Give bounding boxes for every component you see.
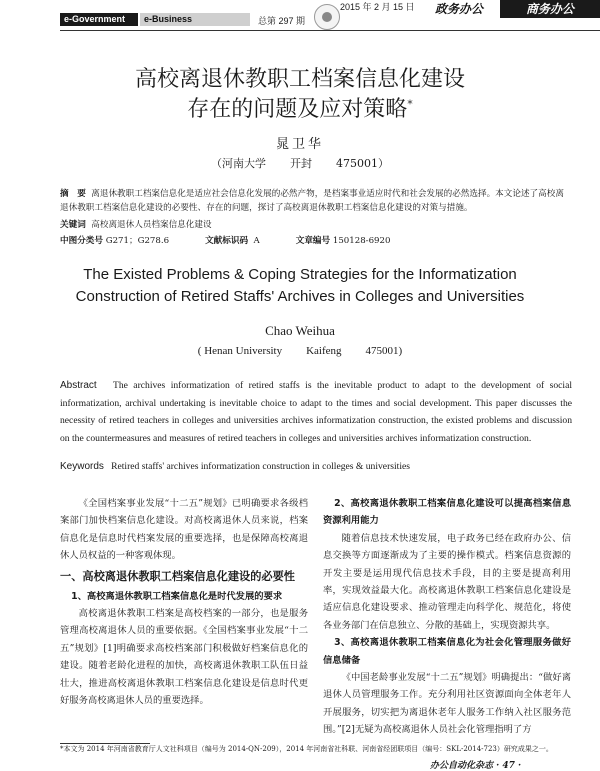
- classification-label: 中图分类号: [60, 236, 103, 246]
- english-title-line-2: Construction of Retired Staffs' Archives in Colleges and Universities: [75, 288, 525, 305]
- author-name-en: Chao Weihua: [265, 323, 335, 338]
- subsection-heading-3: 3、高校离退休教职工档案信息化为社会化管理服务做好信息储备: [323, 637, 571, 666]
- affiliation-city: 开封: [290, 157, 312, 170]
- title-footnote-mark: *: [407, 97, 413, 111]
- abstract-cn-text: 离退休教职工档案信息化是适应社会信息化发展的必然产物，是档案事业适应时代和社会发展的必然选择。本文论述了高校离退休教职工档案信息化建设的必要性、存在的问题，探讨了高校离退休教职工档案信息化建设的对策与措施。: [60, 189, 564, 213]
- affiliation-postcode: 475001）: [336, 157, 389, 170]
- issue-number: 总第 297 期: [258, 16, 306, 26]
- document-code-label: 文献标识码: [205, 236, 249, 246]
- section-tag-ebusiness: e-Business: [140, 13, 250, 26]
- subsection-heading-2: 2、高校离退休教职工档案信息化建设可以提高档案信息资源利用能力: [323, 498, 571, 527]
- affiliation-en-city: Kaifeng: [306, 345, 342, 357]
- column-name-business-office: 商务办公: [500, 0, 600, 18]
- body-paragraph-2: 随着信息技术快速发展，电子政务已经在政府办公、信息交换等方面逐渐成为了主要的操作模式。档案信息资源的开发主要是运用现代信息技术手段，目的主要是提高利用率，实现效益最大化。高校离退休教职工档案信息化建设是适应信息化建设要求、推动管理走向科学化、规范化，将使各业务部门在信息独立、分散的基础上，实现资源共享。: [323, 532, 571, 631]
- keywords-cn-text: 高校离退休人员档案信息化建设: [91, 220, 212, 230]
- paper-title-line-1: 高校离退休教职工档案信息化建设: [134, 67, 465, 92]
- emblem-dot-icon: [322, 12, 332, 22]
- classification-value: G271；G278.6: [105, 236, 170, 246]
- abstract-cn: [60, 187, 570, 215]
- paper-title-line-2: [0, 92, 600, 123]
- keywords-en: [60, 460, 572, 474]
- body-column-left: [60, 495, 308, 709]
- subsection-heading-1: 1、高校离退休教职工档案信息化是时代发展的要求: [71, 590, 283, 602]
- keywords-cn: [60, 218, 570, 232]
- header-divider: [60, 30, 600, 31]
- document-code-value: A: [253, 236, 260, 246]
- keywords-en-label: Keywords: [60, 461, 104, 472]
- body-paragraph-3: 《中国老龄事业发展“十二五”规划》明确提出：“做好离退休人员管理服务工作。充分利用社区资源面向全体老年人开展服务，切实把为离退休老年人服务工作纳入社区服务范围。”[2]无疑为高校离退休人员社会化管理指明了方: [323, 672, 571, 736]
- keywords-cn-label: 关键词: [60, 220, 86, 230]
- affiliation-cn: [0, 155, 600, 171]
- abstract-en: [60, 377, 572, 447]
- affiliation-en-postcode: 475001): [365, 345, 403, 357]
- english-title-line-1: The Existed Problems & Coping Strategies for the Informatization: [83, 266, 517, 283]
- funding-footnote: *本文为 2014 年河南省教育厅人文社科项目（编号为 2014-QN-209），2014 年河南省社科联、河南省经团联项目（编号：SKL-2014-723）研究成果之一。: [60, 745, 553, 753]
- abstract-en-text: The archives informatization of retired staffs is the inevitable product to adapt to the development of social informatization, archival undertaking is inevitable choice to adapt to the times and social development. This paper discusses the necessity of retired teachers in colleges and universities archives informatization construction, the existed problems and discussion on the countermeasures and measures of retired teachers in colleges and universities archives informatization construction.: [60, 380, 572, 444]
- section-tag-egovernment: e-Government: [60, 13, 138, 26]
- classification-row: [60, 234, 570, 248]
- issue-date: 2015 年 2 月 15 日: [340, 2, 415, 12]
- section-heading-1: 一、高校离退休教职工档案信息化建设的必要性: [60, 569, 295, 583]
- column-name-government-office: 政务办公: [420, 0, 498, 18]
- body-paragraph-1: 高校离退休教职工档案是高校档案的一部分，也是服务管理高校离退休人员的重要依据。《全国档案事业发展“十二五”规划》[1]明确要求高校档案部门积极做好档案信息化的建设。随着老龄化进程的加快，高校离退休教职工队伍日益壮大，推进高校离退休教职工档案信息化建设是信息时代更好服务高校离退休人员的重要选择。: [60, 608, 308, 707]
- header-tags: [60, 13, 250, 26]
- abstract-en-label: Abstract: [60, 380, 97, 391]
- affiliation-en-unit: ( Henan University: [197, 345, 283, 357]
- abstract-cn-label: 摘 要: [60, 189, 86, 199]
- intro-paragraph: 《全国档案事业发展“十二五”规划》已明确要求各级档案部门加快档案信息化建设。对高校离退休人员来说，档案信息化是信息时代档案发展的重要选择，也是保障高校离退休人员权益的一种客观体现。: [60, 498, 308, 562]
- journal-footer: 办公自动化杂志 · 47 ·: [430, 761, 522, 771]
- body-column-right: [323, 495, 571, 739]
- author-name-cn: 晁卫华: [275, 137, 324, 152]
- article-number-value: 150128-6920: [332, 236, 391, 246]
- paper-title-line-2-text: 存在的问题及应对策略: [187, 97, 408, 122]
- article-number-label: 文章编号: [295, 236, 331, 246]
- keywords-en-text: Retired staffs' archives informatization construction in colleges & universities: [111, 461, 410, 472]
- affiliation-en: [0, 345, 600, 357]
- affiliation-unit: （河南大学: [211, 157, 266, 170]
